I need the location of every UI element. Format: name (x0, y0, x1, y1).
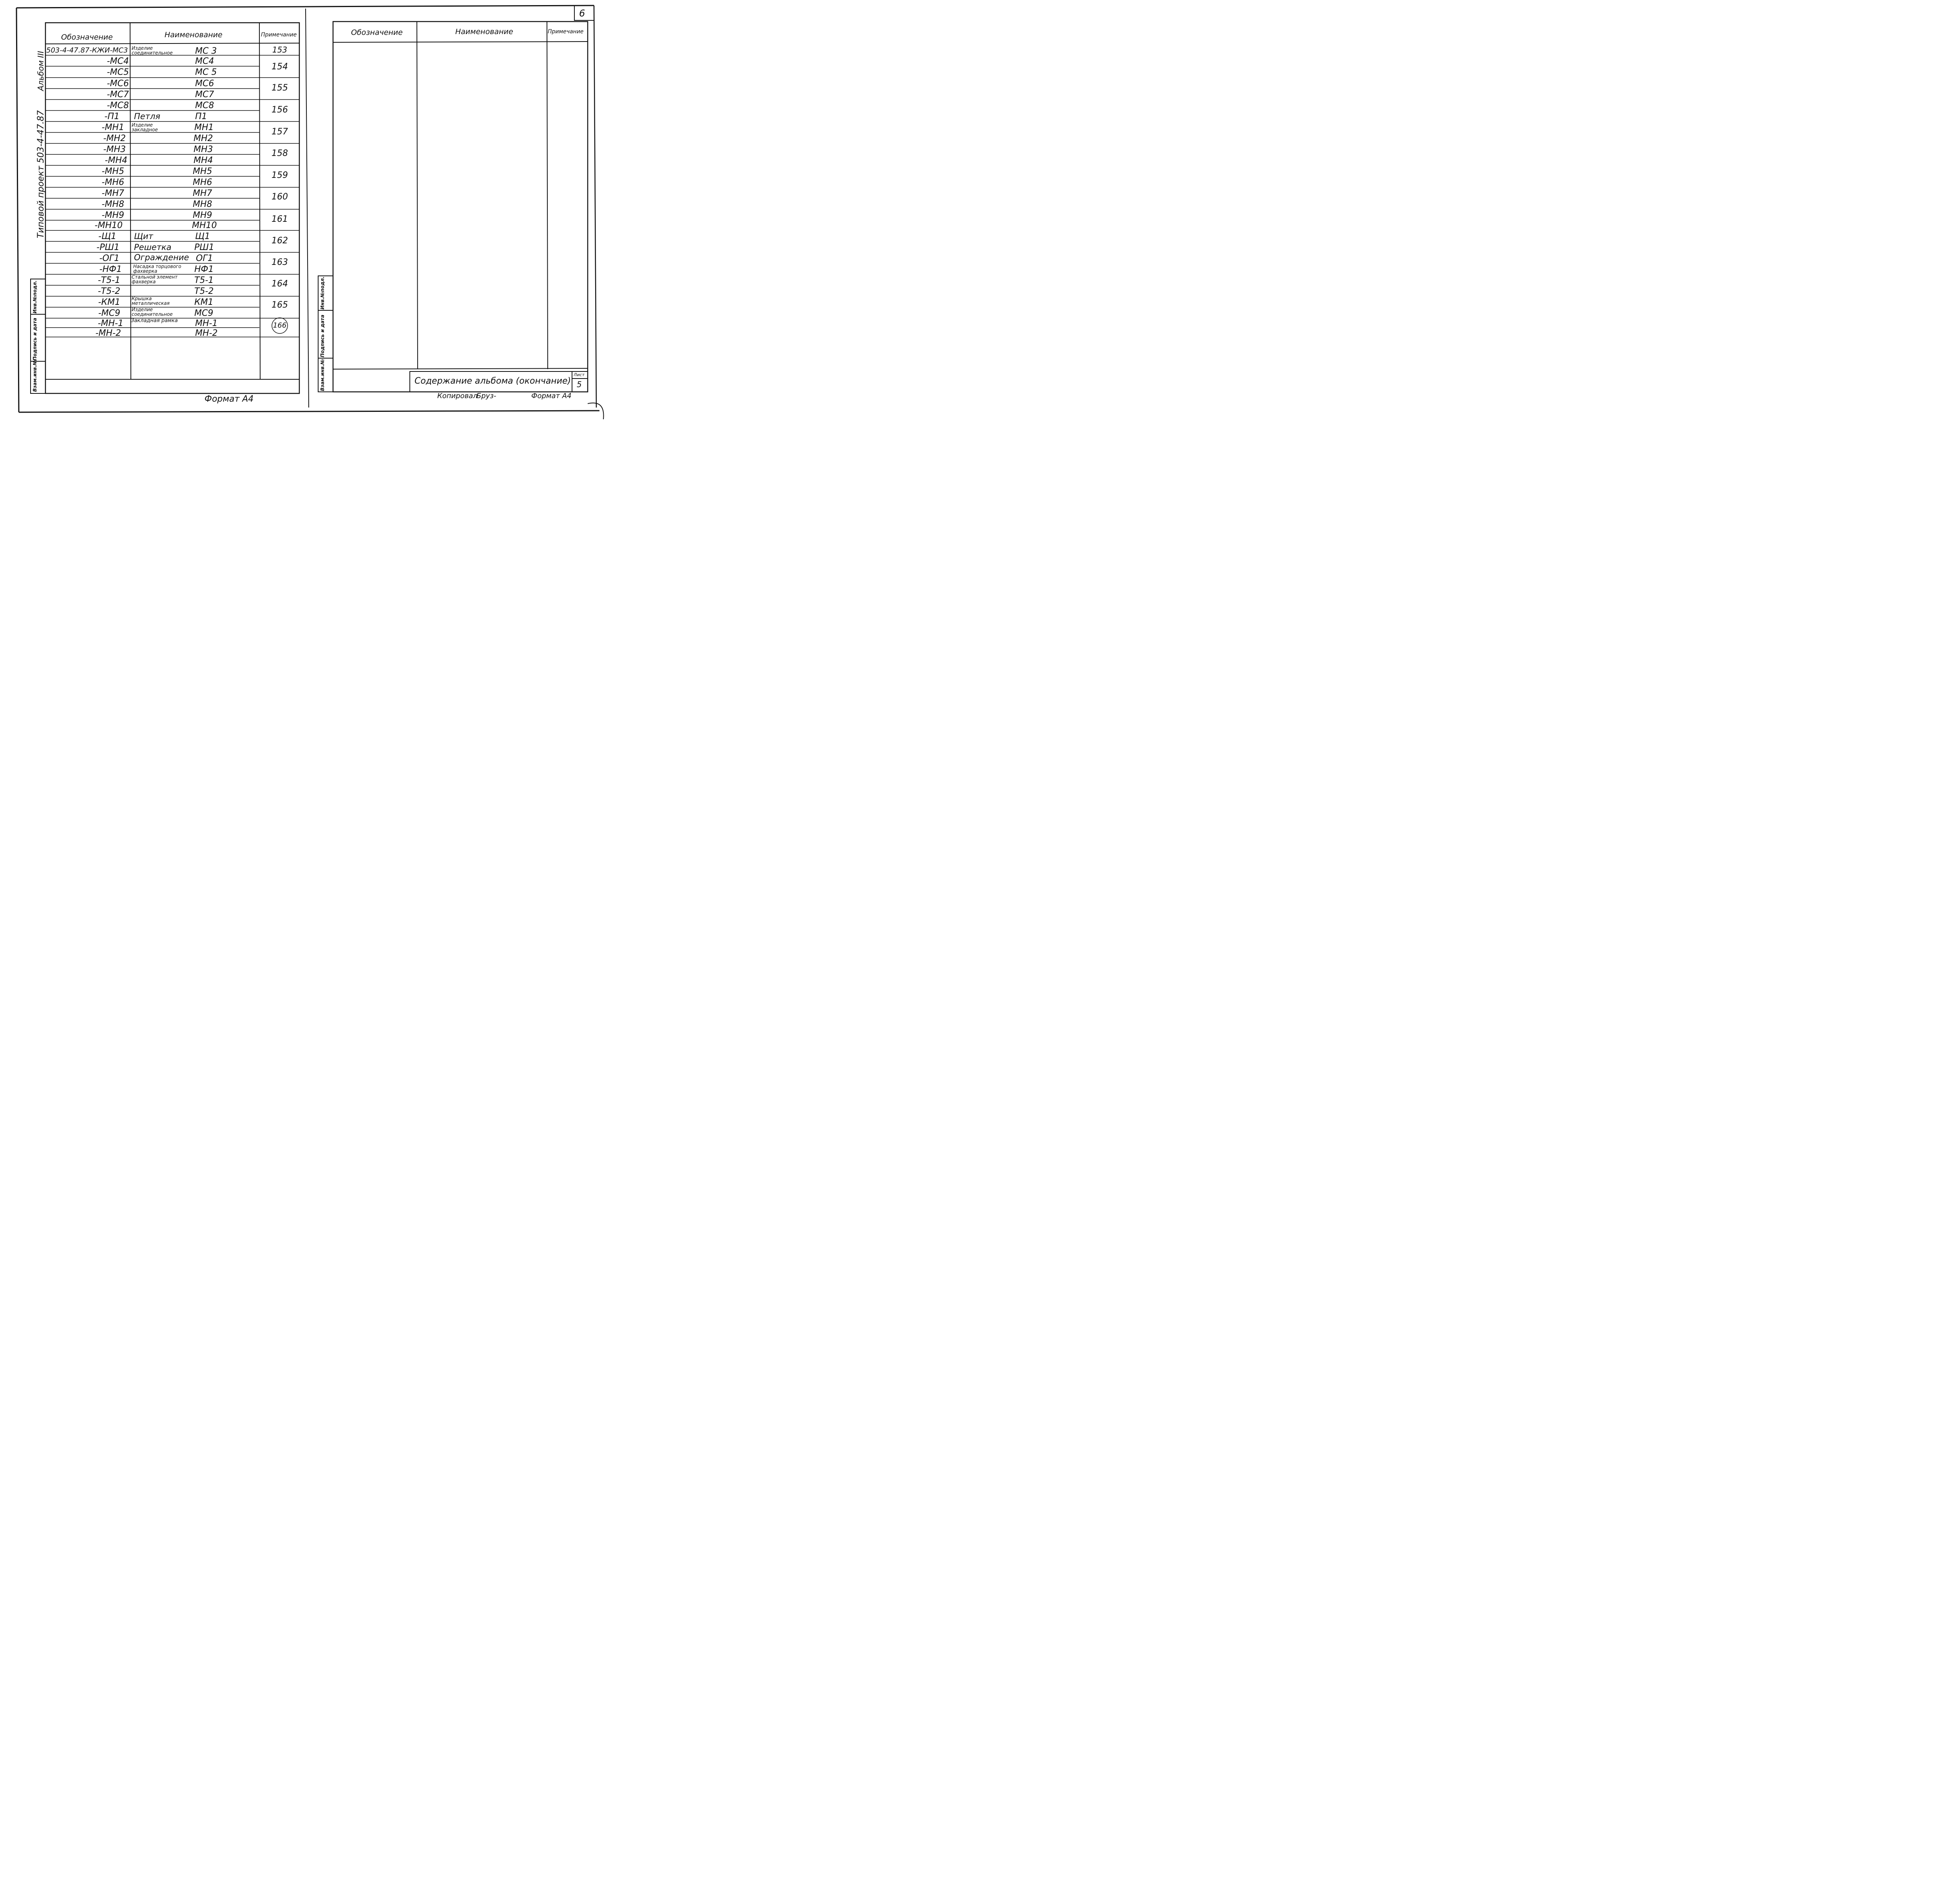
designation-cell: -П1 (104, 112, 119, 121)
designation-cell: -Т5-1 (98, 275, 120, 285)
designation-cell: -МН-1 (98, 319, 123, 328)
page-number: 6 (579, 8, 585, 19)
designation-cell: -МС5 (107, 67, 129, 77)
code-cell: НФ1 (194, 264, 214, 274)
title-block-title: Содержание альбома (окончание) (415, 376, 571, 386)
note-cell: 157 (272, 127, 288, 137)
code-cell: КМ1 (194, 297, 214, 307)
note-cell: 154 (272, 62, 288, 72)
code-cell: МН9 (193, 210, 212, 220)
code-cell: МН-2 (195, 328, 218, 338)
code-cell: Т5-2 (194, 286, 214, 296)
code-cell: МН7 (193, 188, 212, 198)
designation-cell: -МН6 (101, 178, 124, 187)
note-cell: 162 (272, 236, 288, 246)
name-cell: Закладная рамка (131, 318, 178, 324)
code-cell: МС6 (195, 79, 214, 89)
name-cell: Стальной элемент фахверка (132, 274, 178, 284)
name-cell: Насадка торцового фахверка (133, 264, 181, 274)
name-cell: Петля (134, 112, 160, 121)
note-cell: 153 (272, 45, 288, 54)
code-cell: П1 (195, 112, 207, 121)
code-cell: МН10 (192, 221, 217, 230)
header-note: Примечание (261, 32, 297, 38)
name-cell: Изделие соединительное (132, 307, 173, 317)
name-cell: Щит (134, 232, 153, 241)
code-cell: МН2 (194, 134, 213, 143)
designation-cell: -МН3 (103, 145, 126, 154)
code-cell: МС8 (195, 101, 214, 111)
designation-cell: -МН10 (94, 221, 123, 230)
code-cell: Щ1 (195, 232, 210, 241)
code-cell: МН4 (194, 156, 213, 165)
code-cell: МН6 (193, 178, 212, 187)
code-cell: Т5-1 (194, 275, 214, 285)
code-cell: РШ1 (194, 243, 214, 252)
designation-cell: -МС6 (107, 79, 129, 89)
designation-cell: -МН7 (101, 188, 124, 198)
note-cell: 160 (272, 192, 288, 202)
designation-cell: -МС8 (107, 101, 129, 111)
sheet-label: Лист (574, 372, 585, 377)
frame-lines (0, 0, 612, 419)
designation-cell: -МН5 (101, 167, 124, 176)
designation-cell: -РШ1 (96, 243, 119, 252)
designation-cell: -Т5-2 (98, 286, 120, 296)
stamp-signature-date-right: Подпись и дата (320, 315, 325, 357)
code-cell: МС7 (195, 90, 214, 100)
code-cell: МН-1 (195, 319, 218, 328)
code-cell: МС4 (195, 56, 214, 66)
header-name-right: Наименование (455, 27, 513, 36)
name-cell: Ограждение (134, 253, 189, 262)
note-cell: 165 (272, 300, 288, 310)
note-cell: 163 (272, 257, 288, 267)
header-name: Наименование (165, 31, 223, 39)
code-cell: МН8 (193, 199, 212, 209)
sheet-number: 5 (577, 380, 582, 389)
project-side-title: Типовой проект 503-4-47.87 (36, 110, 46, 238)
code-cell: МН1 (194, 123, 214, 132)
designation-cell: -Щ1 (98, 232, 116, 241)
designation-cell: -МС4 (107, 56, 129, 66)
note-cell: 155 (272, 83, 288, 93)
stamp-inv-original-right: Инв.№подл. (320, 276, 325, 310)
designation-cell: -МН4 (105, 156, 127, 165)
name-cell: Решетка (134, 243, 172, 252)
designation-cell: -ОГ1 (99, 254, 119, 263)
note-cell: 164 (272, 279, 288, 289)
stamp-inv-original: Инв.№подл. (32, 280, 38, 313)
designation-cell: -МС7 (107, 90, 129, 100)
note-cell-circled: 166 (273, 321, 287, 330)
code-cell: МС 5 (195, 67, 217, 77)
designation-cell: -МН2 (103, 134, 126, 143)
header-note-right: Примечание (548, 29, 584, 35)
designation-cell: -МС9 (98, 308, 120, 318)
designation-cell: -МН9 (101, 210, 124, 220)
name-cell: Изделие закладное (132, 122, 158, 132)
copied-label: Копировал (437, 392, 478, 400)
album-label: Альбом III (36, 51, 45, 91)
code-cell: МН5 (193, 167, 212, 176)
code-cell: МС 3 (195, 46, 217, 56)
designation-cell: -МН8 (101, 199, 124, 209)
stamp-replaced-inv: Взам.инв.№ (32, 360, 38, 392)
drawing-sheet (0, 0, 612, 419)
designation-cell: -МН1 (101, 123, 124, 132)
note-cell: 156 (272, 105, 288, 115)
header-designation: Обозначение (61, 33, 113, 42)
designation-cell: -МН-2 (95, 328, 121, 338)
designation-cell: -НФ1 (99, 264, 122, 274)
designation-cell: 503-4-47.87-КЖИ-МС3 (46, 46, 128, 54)
format-label-right: Формат А4 (531, 392, 572, 400)
stamp-signature-date: Подпись и дата (32, 318, 38, 361)
note-cell: 161 (272, 214, 288, 224)
name-cell: Изделие соединительное (132, 45, 173, 56)
designation-cell: -КМ1 (98, 297, 120, 307)
copied-signature: Бруз- (476, 392, 496, 400)
code-cell: ОГ1 (196, 254, 213, 263)
note-cell: 159 (272, 170, 288, 180)
code-cell: МС9 (194, 308, 214, 318)
note-cell: 158 (272, 149, 288, 158)
stamp-replaced-inv-right: Взам.инв.№ (320, 359, 325, 391)
name-cell: Крышка металлическая (132, 296, 170, 306)
header-designation-right: Обозначение (351, 28, 403, 37)
format-label: Формат А4 (205, 394, 254, 404)
code-cell: МН3 (194, 145, 213, 154)
